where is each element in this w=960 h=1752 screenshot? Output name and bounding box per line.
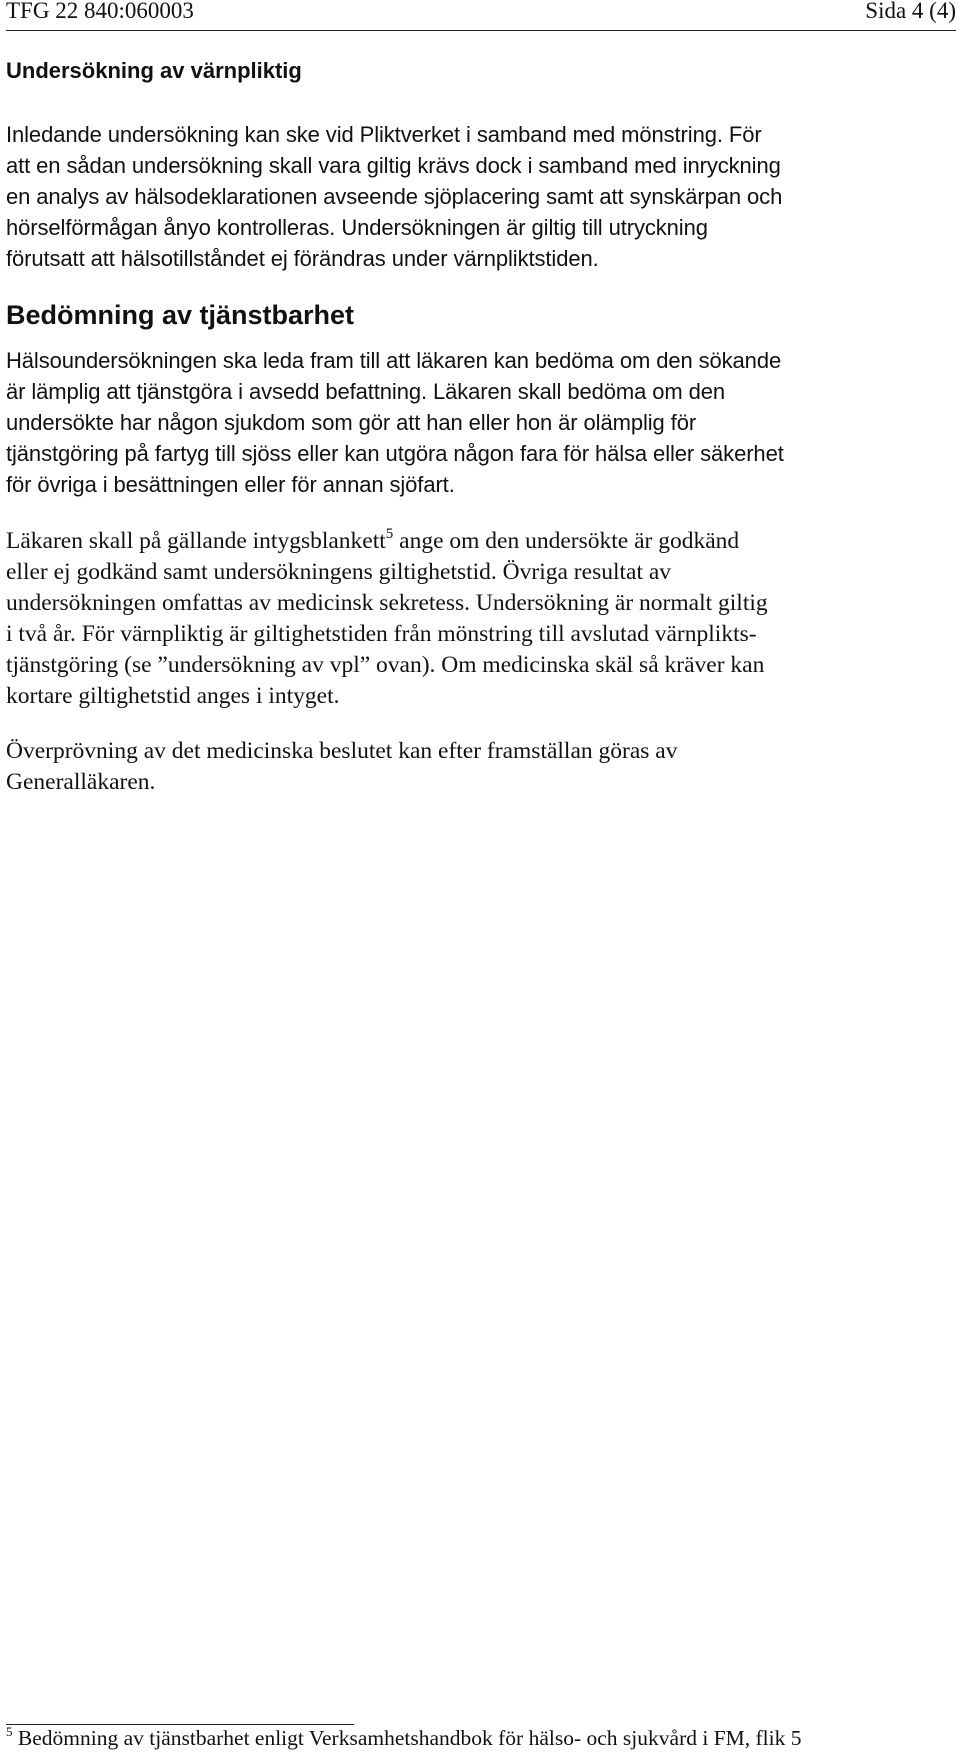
text-line: en analys av hälsodeklarationen avseende sjöplacering samt att synskärpan och (6, 184, 783, 209)
text-line: undersökningen omfattas av medicinsk sekretess. Undersökning är normalt giltig (6, 590, 768, 616)
footnote (6, 1726, 802, 1751)
text-line: Generalläkaren. (6, 769, 156, 795)
text-line (6, 526, 768, 557)
text-fragment: ange om den undersökte är godkänd (393, 528, 740, 554)
text-line: är lämplig att tjänstgöra i avsedd befattning. Läkaren skall bedöma om den (6, 379, 726, 404)
paragraph-intygsblankett (6, 526, 768, 712)
document-id: TFG 22 840:060003 (6, 0, 194, 23)
paragraph-varnpliktig (6, 119, 782, 274)
page-header (6, 0, 956, 31)
text-line: tjänstgöring (se ”undersökning av vpl” ovan). Om medicinska skäl så kräver kan (6, 652, 765, 678)
section-heading-tjanstbarhet: Bedömning av tjänstbarhet (6, 300, 355, 330)
text-line: undersökte har någon sjukdom som gör att han eller hon är olämplig för (6, 410, 697, 435)
footnote-reference[interactable]: 5 (385, 526, 394, 542)
footnote-text: Bedömning av tjänstbarhet enligt Verksamhetshandbok för hälso- och sjukvård i FM, flik 5 (12, 1726, 802, 1750)
paragraph-overprovning (6, 736, 677, 798)
text-line: Överprövning av det medicinska beslutet kan efter framställan göras av (6, 738, 678, 764)
text-line: tjänstgöring på fartyg till sjöss eller kan utgöra någon fara för hälsa eller säkerhet (6, 441, 784, 466)
page-number: Sida 4 (4) (865, 0, 956, 23)
footnote-separator (6, 1724, 354, 1725)
footnote-number: 5 (6, 1724, 13, 1739)
section-heading-varnpliktig: Undersökning av värnpliktig (6, 58, 302, 83)
paragraph-halsoundersokning (6, 345, 784, 500)
text-line: för övriga i besättningen eller för annan sjöfart. (6, 472, 455, 497)
text-line: i två år. För värnpliktig är giltighetstiden från mönstring till avslutad värnplikts- (6, 621, 757, 647)
text-line: Inledande undersökning kan ske vid Pliktverket i samband med mönstring. För (6, 122, 762, 147)
text-line: Hälsoundersökningen ska leda fram till att läkaren kan bedöma om den sökande (6, 348, 782, 373)
text-line: eller ej godkänd samt undersökningens giltighetstid. Övriga resultat av (6, 559, 672, 585)
text-fragment: Läkaren skall på gällande intygsblankett (6, 528, 386, 554)
text-line: kortare giltighetstid anges i intyget. (6, 683, 340, 709)
text-line: hörselförmågan ånyo kontrolleras. Undersökningen är giltig till utryckning (6, 215, 708, 240)
text-line: förutsatt att hälsotillståndet ej förändras under värnpliktstiden. (6, 246, 599, 271)
text-line: att en sådan undersökning skall vara giltig krävs dock i samband med inryckning (6, 153, 781, 178)
